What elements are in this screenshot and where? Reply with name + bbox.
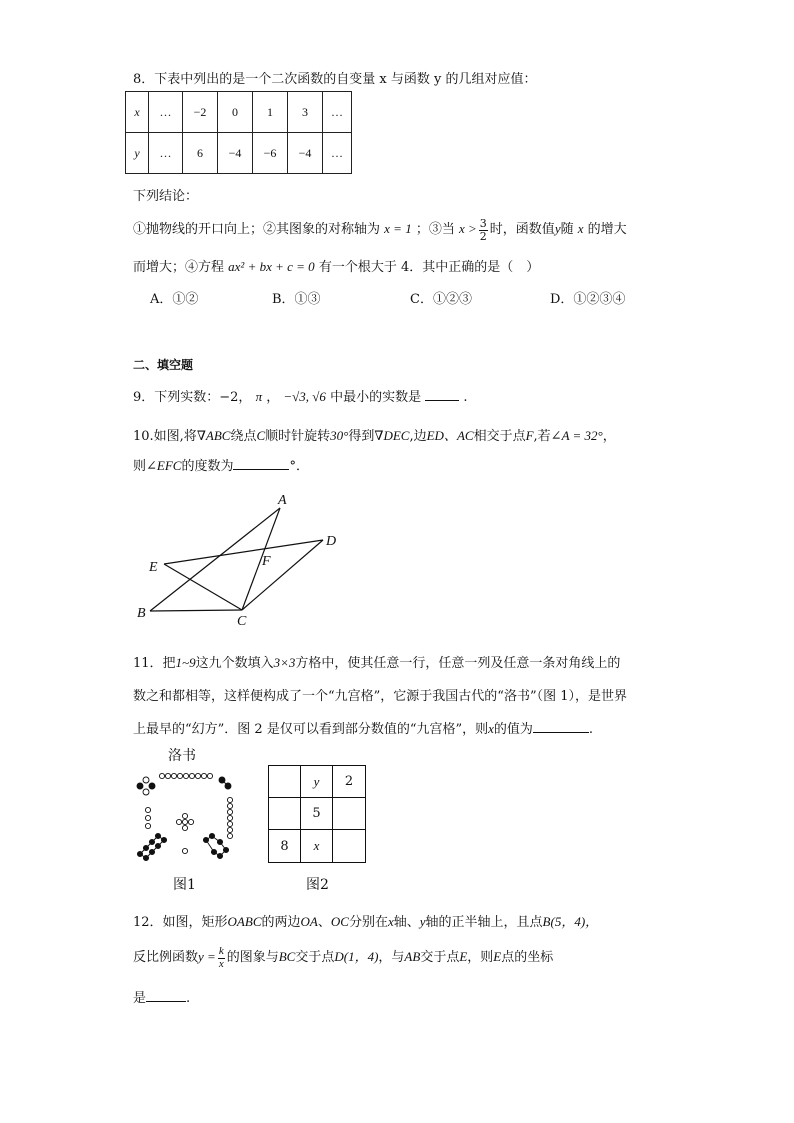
- text: 的值为: [493, 722, 533, 737]
- fraction-denominator: 2: [479, 229, 487, 243]
- math-var: F: [525, 428, 534, 443]
- table-cell: y: [126, 133, 149, 174]
- grid-cell: [333, 798, 365, 830]
- table-cell: 1: [253, 92, 288, 133]
- fraction-numerator: 3: [479, 216, 487, 230]
- math-expr: B(5，4)，: [542, 914, 599, 929]
- table-cell: −4: [218, 133, 253, 174]
- text: 交于点: [420, 950, 460, 965]
- text: ，则: [467, 950, 494, 965]
- grid-cell: 5: [301, 798, 333, 830]
- math-var: x: [387, 914, 394, 929]
- segment-EC: [164, 564, 242, 610]
- math-var: E: [459, 949, 468, 964]
- text: .: [588, 722, 594, 737]
- math-expr: 1~9: [175, 655, 196, 670]
- text: 交于点: [295, 950, 335, 965]
- text: ，: [266, 390, 280, 405]
- text: 10.如图,将: [133, 429, 197, 444]
- table-cell: 6: [183, 133, 218, 174]
- math-expr: ∇DEC: [374, 428, 410, 443]
- text: °．: [289, 459, 309, 474]
- answer-blank[interactable]: [233, 457, 289, 470]
- text: 轴的正半轴上，且点: [425, 915, 543, 930]
- text: 9．下列实数：−2，: [133, 390, 252, 405]
- math-expr: x >: [459, 221, 477, 236]
- text: 时，函数值: [489, 222, 555, 237]
- math-expr: AB: [404, 949, 421, 964]
- math-expr: x = 1: [384, 221, 412, 236]
- q11-stem-line-2: 数之和都相等，这样便构成了一个“九宫格”，它源于我国古代的“洛书”（图 1），是世界: [133, 689, 627, 704]
- label-E: E: [149, 560, 158, 575]
- table-cell: 0: [218, 92, 253, 133]
- math-expr: 30°: [330, 428, 349, 443]
- text: 12．如图，矩形: [133, 915, 228, 930]
- text: 这九个数填入: [195, 656, 274, 671]
- text: 的度数为: [181, 459, 234, 474]
- q12-stem-line-1: [133, 911, 598, 930]
- table-cell: −2: [183, 92, 218, 133]
- q8-option-b[interactable]: B．①③: [272, 292, 321, 307]
- segment-BC: [150, 610, 242, 611]
- table-cell: 3: [288, 92, 323, 133]
- math-expr: 3×3: [273, 655, 296, 670]
- luoshu-title: 洛书: [168, 748, 196, 764]
- math-expr: D(1，4): [334, 949, 379, 964]
- text: 的增大: [587, 222, 627, 237]
- math-expr: ∠A = 32°: [550, 428, 603, 443]
- fraction: [218, 946, 225, 970]
- table-cell: …: [149, 92, 183, 133]
- table-cell: −4: [288, 133, 323, 174]
- text: 随: [560, 222, 574, 237]
- math-var: y: [419, 914, 426, 929]
- text: 点的坐标: [501, 950, 554, 965]
- nine-grid: [268, 765, 366, 863]
- q8-option-c[interactable]: C．①②③: [410, 292, 472, 307]
- table-cell: …: [323, 133, 352, 174]
- q12-stem-line-2: [133, 942, 553, 973]
- text: 而增大；④方程: [133, 260, 225, 275]
- q8-statement-line-1: [133, 214, 627, 245]
- text: 则: [133, 459, 147, 474]
- fig1-caption: 图1: [173, 877, 196, 893]
- label-C: C: [237, 614, 247, 629]
- text: 轴、: [393, 915, 420, 930]
- table-row: [126, 92, 352, 133]
- text: ,若: [533, 429, 551, 444]
- fraction: [479, 218, 488, 242]
- table-cell: −6: [253, 133, 288, 174]
- q8-option-d[interactable]: D．①②③④: [550, 292, 626, 307]
- q11-stem-line-1: [133, 652, 620, 671]
- math-expr: OABC: [227, 914, 262, 929]
- text: 相交于点: [473, 429, 526, 444]
- grid-cell: [333, 830, 365, 862]
- text: 绕点: [230, 429, 257, 444]
- label-A: A: [278, 493, 287, 508]
- text: ，与: [378, 950, 405, 965]
- math-var: C: [256, 428, 266, 443]
- text: ,边: [409, 429, 427, 444]
- text: .: [186, 991, 191, 1006]
- table-cell: x: [126, 92, 149, 133]
- q8-statement-line-2: [133, 256, 539, 275]
- q11-stem-line-3: [133, 718, 593, 737]
- q10-stem-line-1: [133, 425, 616, 444]
- grid-cell: [269, 766, 301, 798]
- grid-cell: 8: [269, 830, 301, 862]
- q8-option-a[interactable]: A．①②: [150, 292, 199, 307]
- luoshu-diagram: [130, 768, 240, 864]
- label-B: B: [137, 606, 146, 621]
- math-var: x: [488, 721, 494, 736]
- rotation-figure: [130, 488, 350, 630]
- math-pi: π: [255, 389, 263, 404]
- math-expr: AC: [456, 428, 474, 443]
- math-var: y: [554, 221, 561, 236]
- text: ，: [602, 429, 616, 444]
- label-D: D: [326, 534, 337, 549]
- math-expr: ED、: [426, 428, 457, 443]
- math-var: E: [493, 949, 502, 964]
- text: .: [463, 390, 468, 405]
- grid-cell: y: [301, 766, 333, 798]
- math-expr: y =: [198, 949, 216, 964]
- q10-stem-line-2: [133, 455, 309, 474]
- math-expr: ∠EFC: [146, 458, 182, 473]
- answer-blank[interactable]: [425, 388, 459, 401]
- q9-stem: [133, 386, 468, 405]
- text: 得到: [348, 429, 375, 444]
- math-expr: OC: [330, 914, 349, 929]
- text: ；③当: [415, 222, 455, 237]
- table-cell: …: [323, 92, 352, 133]
- text: 是: [133, 991, 147, 1006]
- text: 的图象与: [226, 950, 279, 965]
- math-expr: BC: [278, 949, 296, 964]
- math-expr: −√3, √6: [283, 389, 326, 404]
- text: 有一个根大于 4．其中正确的是（ ）: [318, 260, 540, 275]
- text: 、: [317, 915, 331, 930]
- q8-conclusion-label: 下列结论：: [133, 189, 199, 204]
- table-cell: …: [149, 133, 183, 174]
- text: 方格中，使其任意一行，任意一列及任意一条对角线上的: [295, 656, 621, 671]
- section-title: 二、填空题: [133, 358, 194, 372]
- math-expr: ax² + bx + c = 0: [228, 259, 315, 274]
- text: 中最小的实数是: [330, 390, 422, 405]
- grid-cell: x: [301, 830, 333, 862]
- label-F: F: [262, 554, 271, 569]
- text: 上最早的“幻方”．图 2 是仅可以看到部分数值的“九宫格”，则: [133, 722, 489, 737]
- q8-stem: 8．下表中列出的是一个二次函数的自变量 x 与函数 y 的几组对应值：: [133, 72, 537, 87]
- fraction-denominator: x: [218, 957, 224, 970]
- fraction-numerator: k: [218, 944, 224, 957]
- text: ①抛物线的开口向上；②其图象的对称轴为: [133, 222, 381, 237]
- grid-cell: 2: [333, 766, 365, 798]
- text: 反比例函数: [133, 950, 199, 965]
- math-var: x: [577, 221, 584, 236]
- q8-value-table: [125, 91, 352, 174]
- q12-stem-line-3: [133, 987, 190, 1006]
- answer-blank[interactable]: [146, 989, 186, 1002]
- text: 分别在: [348, 915, 388, 930]
- text: 的两边: [261, 915, 301, 930]
- text: 11．把: [133, 656, 176, 671]
- table-row: [126, 133, 352, 174]
- math-expr: ∇ABC: [196, 428, 231, 443]
- fig2-caption: 图2: [306, 877, 329, 893]
- answer-blank[interactable]: [533, 720, 589, 733]
- text: 顺时针旋转: [265, 429, 331, 444]
- grid-cell: [269, 798, 301, 830]
- math-expr: OA: [300, 914, 318, 929]
